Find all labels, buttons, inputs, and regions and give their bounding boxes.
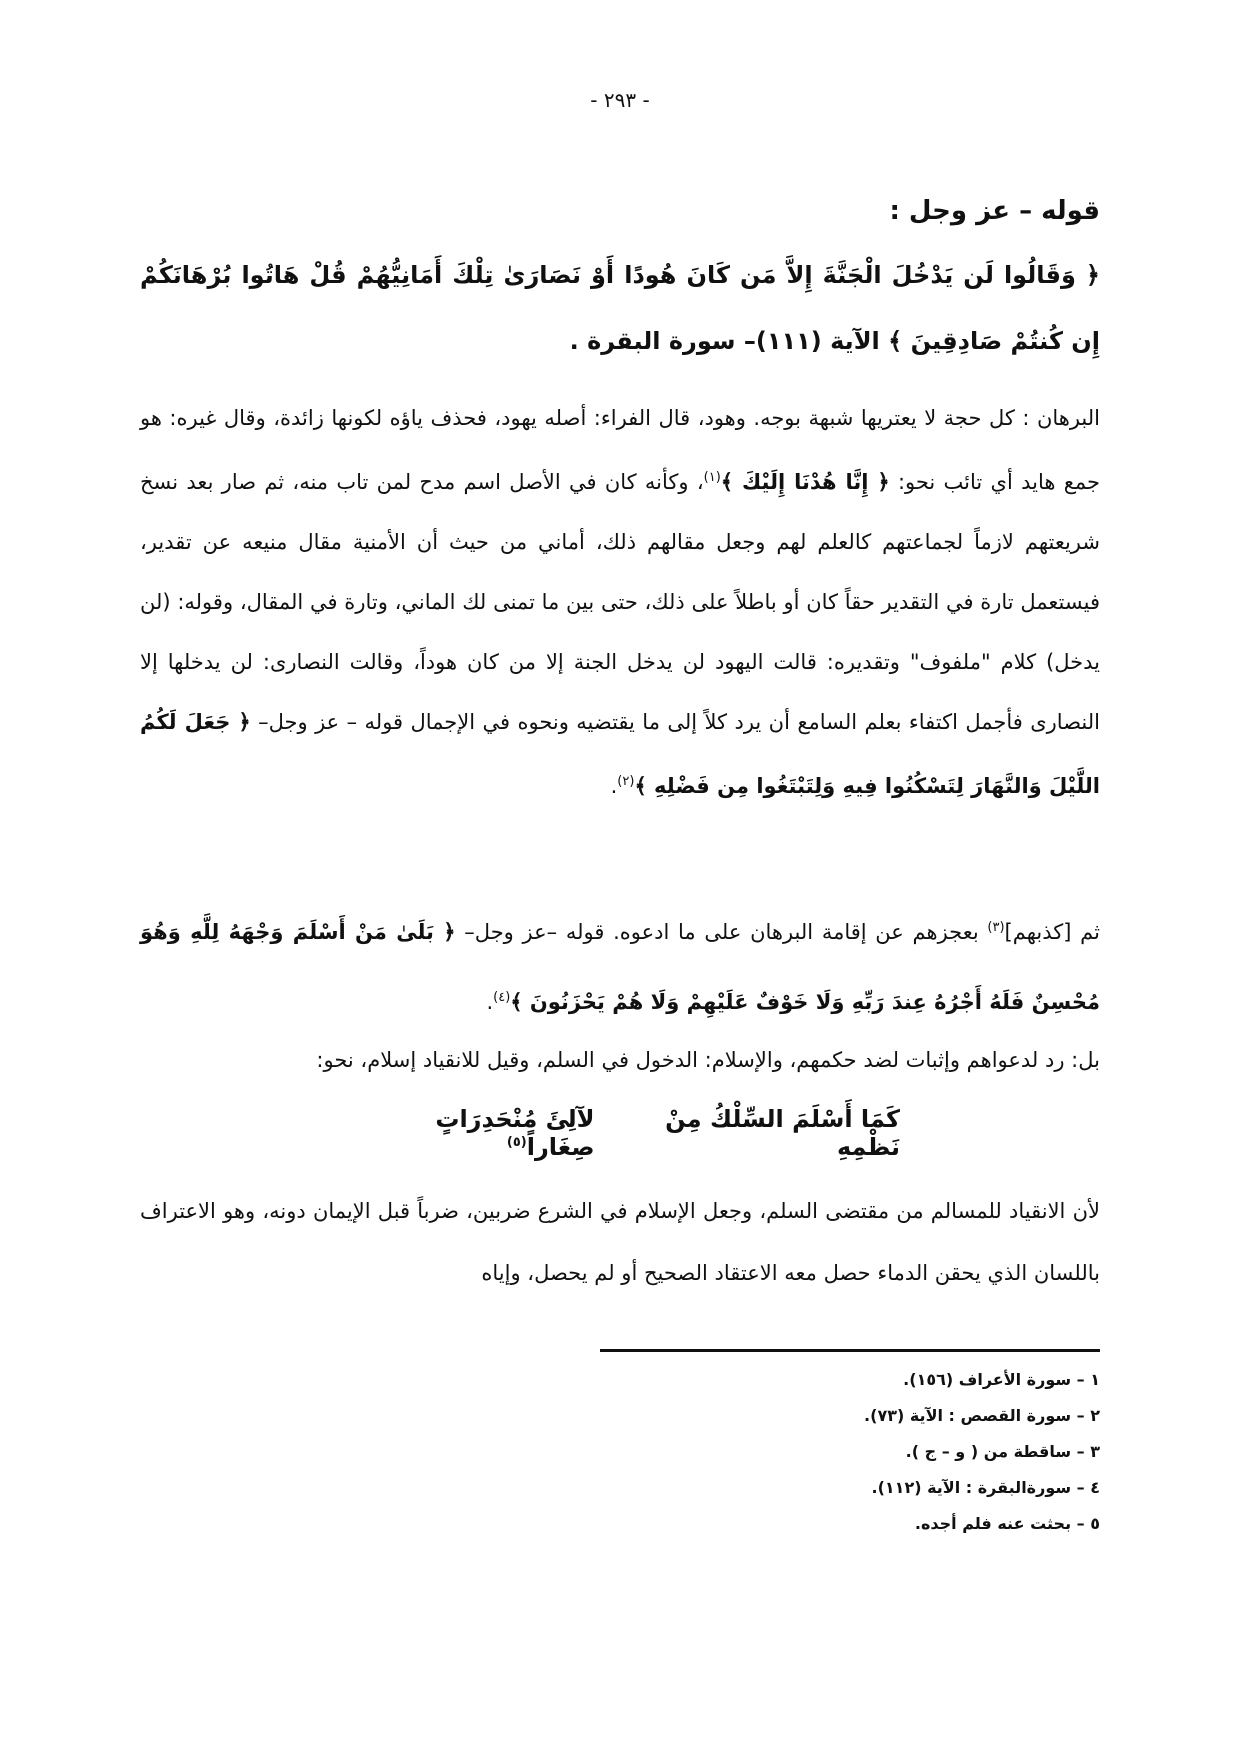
footnote-divider: [600, 1349, 1100, 1352]
poem-line: [340, 1105, 900, 1161]
para2-text-b: بعجزهم عن إقامة البرهان على ما ادعوه. قوله –عز وجل–: [464, 920, 988, 944]
quote-inna-hudna: ﴿ إِنَّا هُدْنَا إِلَيْكَ ﴾: [720, 470, 890, 494]
footnote-2: ٢ – سورة القصص : الآية (٧٣).: [864, 1406, 1100, 1425]
verse-text: ﴿ وَقَالُوا لَن يَدْخُلَ الْجَنَّةَ إِلاَّ مَن كَانَ هُودًا أَوْ نَصَارَىٰ تِلْكَ أَمَانِيُّهُمْ قُلْ هَاتُوا بُرْهَانَكُمْ إِن كُنتُمْ صَادِقِينَ ﴾: [140, 261, 1100, 355]
para1-text-b: ، وكأنه كان في الأصل اسم مدح لمن تاب منه، ثم صار بعد نسخ شريعتهم لازماً لجماعتهم كالعلم لهم وجعل مقالهم ذلك، أماني من حيث أن الأمنية مقال منيعه عن تقدير، فيستعمل تارة في التقدير حقاً كان أو باطلاً على ذلك، حتى بين ما تمنى لك الماني، وتارة في المقال، وقوله: (لن يدخل) كلام "ملفوف" وتقديره: قالت اليهود لن يدخل الجنة إلا من كان هوداً، وقالت النصارى: لن يدخلها إلا النصارى فأجمل اكتفاء بعلم السامع أن يرد كلاً إلى ما يقتضيه ونحوه في الإجمال قوله – عز وجل–: [140, 470, 1100, 734]
footnote-3: ٣ – ساقطة من ( و – ج ).: [905, 1442, 1100, 1461]
para1-text-a: البرهان : كل حجة لا يعتريها شبهة بوجه. وهود، قال الفراء: أصله يهود، فحذف ياؤه لكونها زائدة، وقال غيره: هو جمع هايد أي تائب نحو:: [140, 406, 1100, 494]
footnote-ref-2: (٢): [617, 774, 635, 789]
quote-jaala-lakum: ﴿ جَعَلَ لَكُمُ اللَّيْلَ وَالنَّهَارَ لِتَسْكُنُوا فِيهِ وَلِتَبْتَغُوا مِن فَضْلِهِ ﴾: [140, 710, 1100, 798]
para2-end: .: [486, 990, 494, 1014]
section-heading: قوله – عز وجل :: [889, 196, 1100, 226]
paragraph-4: لأن الانقياد للمسالم من مقتضى السلم، وجعل الإسلام في الشرع ضربين، ضرباً قبل الإيمان دونه، وهو الاعتراف باللسان الذي يحقن الدماء حصل معه الاعتقاد الصحيح أو لم يحصل، وإياه: [140, 1199, 1100, 1285]
poem-hemistich-2-wrap: [340, 1105, 595, 1161]
paragraph-3: بل: رد لدعواهم وإثبات لضد حكمهم، والإسلام: الدخول في السلم، وقيل للانقياد إسلام، نحو:: [316, 1048, 1100, 1072]
paragraph-1: [140, 388, 1100, 816]
footnote-ref-4: (٤): [493, 990, 511, 1005]
footnotes: [640, 1362, 1100, 1542]
footnote-4: ٤ – سورةالبقرة : الآية (١١٢).: [871, 1478, 1100, 1497]
poem-hemistich-2: لآلِئَ مُنْحَدِرَاتٍ صِغَاراً: [435, 1105, 595, 1161]
footnote-ref-3: (٣): [987, 920, 1005, 935]
quote-bala-man-aslama: ﴿ بَلَىٰ مَنْ أَسْلَمَ وَجْهَهُ لِلَّهِ وَهُوَ مُحْسِنٌ فَلَهُ أَجْرُهُ عِندَ رَبِّهِ وَلَا خَوْفٌ عَلَيْهِمْ وَلَا هُمْ يَحْزَنُونَ ﴾: [140, 920, 1100, 1014]
footnote-1: ١ – سورة الأعراف (١٥٦).: [903, 1370, 1100, 1389]
para1-end: .: [610, 774, 618, 798]
para2-text-a: ثم [كذبهم]: [1004, 920, 1100, 944]
footnote-ref-1: (١): [703, 470, 721, 485]
quran-verse: [140, 242, 1100, 374]
verse-reference: الآية (١١١)– سورة البقرة .: [569, 327, 880, 355]
footnote-ref-5: (٥): [506, 1135, 527, 1150]
paragraph-2: [140, 895, 1100, 1035]
poem-hemistich-1: كَمَا أَسْلَمَ السِّلْكُ مِنْ نَظْمِهِ: [665, 1105, 900, 1161]
footnote-5: ٥ – بحثت عنه فلم أجده.: [914, 1514, 1100, 1533]
page-number: - ٢٩٣ -: [590, 88, 650, 112]
